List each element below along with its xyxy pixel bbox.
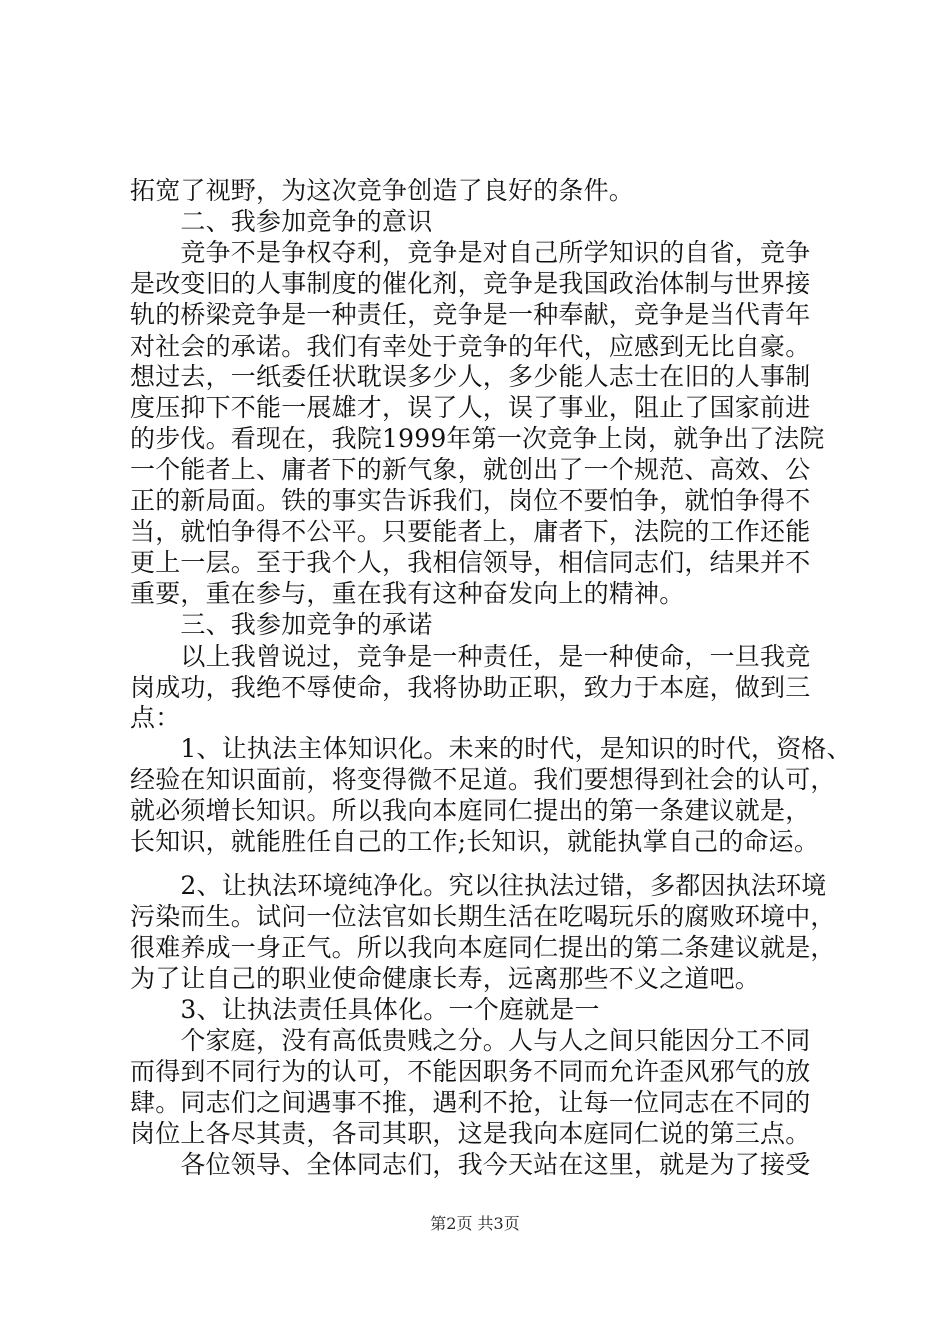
text-line: 为了让自己的职业使命健康长寿，远离那些不义之道吧。 [130,964,761,993]
text-line: 竞争不是争权夺利，竞争是对自己所学知识的自省，竞争 [130,238,811,267]
text-line: 以上我曾说过，竞争是一种责任，是一种使命，一旦我竞 [130,642,811,671]
text-line: 对社会的承诺。我们有幸处于竞争的年代，应感到无比自豪。 [130,332,811,361]
text-line: 度压抑下不能一展雄才，误了人，误了事业，阻止了国家前进 [130,393,811,422]
text-line: 岗位上各尽其责，各司其职，这是我向本庭同仁说的第三点。 [130,1119,811,1148]
text-line: 点： [130,703,181,732]
text-line: 各位领导、全体同志们，我今天站在这里，就是为了接受 [130,1150,811,1179]
text-line: 2、让执法环境纯净化。究以往执法过错，多都因执法环境 [130,871,827,900]
text-line: 当，就怕争得不公平。只要能者上，庸者下，法院的工作还能 [130,517,811,546]
text-line: 的步伐。看现在，我院1999年第一次竞争上岗，就争出了法院 [130,424,825,453]
text-line: 更上一层。至于我个人，我相信领导，相信同志们，结果并不 [130,548,811,577]
section-heading: 二、我参加竞争的意识 [130,207,433,236]
text-line: 想过去，一纸委任状耽误多少人，多少能人志士在旧的人事制 [130,362,811,391]
text-line: 一个能者上、庸者下的新气象，就创出了一个规范、高效、公 [130,455,811,484]
text-line: 个家庭，没有高低贵贱之分。人与人之间只能因分工不同 [130,1026,811,1055]
text-line: 轨的桥梁竞争是一种责任，竞争是一种奉献，竞争是当代青年 [130,300,811,329]
text-line: 是改变旧的人事制度的催化剂，竞争是我国政治体制与世界接 [130,269,811,298]
text-line: 很难养成一身正气。所以我向本庭同仁提出的第二条建议就是， [130,933,836,962]
page-number-footer: 第2页 共3页 [430,1214,520,1233]
text-line: 重要，重在参与，重在我有这种奋发向上的精神。 [130,579,685,608]
text-line: 而得到不同行为的认可，不能因职务不同而允许歪风邪气的放 [130,1057,811,1086]
text-line: 拓宽了视野，为这次竞争创造了良好的条件。 [130,176,635,205]
text-line: 1、让执法主体知识化。未来的时代，是知识的时代，资格、 [130,734,852,763]
section-heading: 三、我参加竞争的承诺 [130,610,433,639]
text-line: 正的新局面。铁的事实告诉我们，岗位不要怕争，就怕争得不 [130,486,811,515]
text-line: 长知识，就能胜任自己的工作;长知识，就能执掌自己的命运。 [130,827,820,856]
text-line: 就必须增长知识。所以我向本庭同仁提出的第一条建议就是， [130,796,811,825]
text-line: 经验在知识面前，将变得微不足道。我们要想得到社会的认可， [130,765,836,794]
text-line: 肆。同志们之间遇事不推，遇利不抢，让每一位同志在不同的 [130,1088,811,1117]
text-line: 岗成功，我绝不辱使命，我将协助正职，致力于本庭，做到三 [130,673,811,702]
text-line: 3、让执法责任具体化。一个庭就是一 [130,995,600,1024]
text-line: 污染而生。试问一位法官如长期生活在吃喝玩乐的腐败环境中， [130,902,836,931]
